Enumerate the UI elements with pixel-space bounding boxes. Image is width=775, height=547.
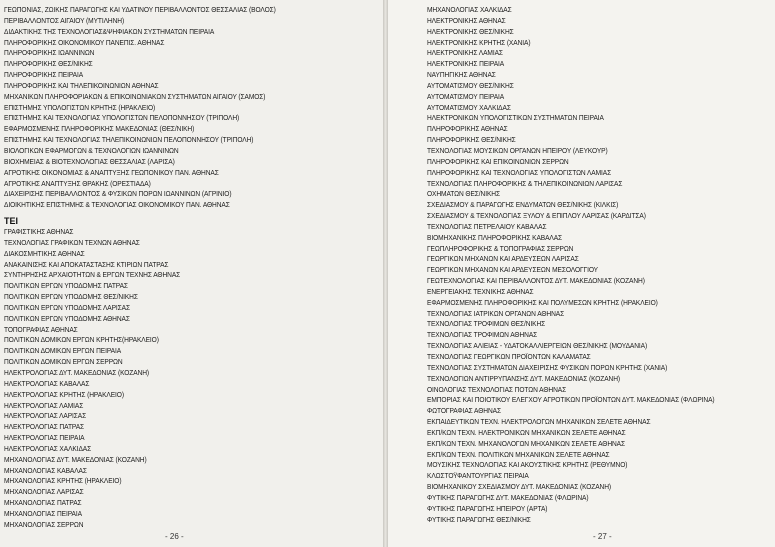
list-item: ΗΛΕΚΤΡΟΝΙΚΗΣ ΚΡΗΤΗΣ (ΧΑΝΙΑ) — [427, 37, 531, 47]
list-item: ΠΕΡΙΒΑΛΛΟΝΤΟΣ ΑΙΓΑΙΟΥ (ΜΥΤΙΛΗΝΗ) — [4, 15, 125, 25]
list-item: ΦΥΤΙΚΗΣ ΠΑΡΑΓΩΓΗΣ ΘΕΣ/ΝΙΚΗΣ — [427, 514, 531, 524]
list-item: ΗΛΕΚΤΡΟΛΟΓΙΑΣ ΠΑΤΡΑΣ — [4, 422, 85, 432]
list-item: ΜΗΧΑΝΟΛΟΓΙΑΣ ΣΕΡΡΩΝ — [4, 519, 84, 529]
list-item: ΦΥΤΙΚΗΣ ΠΑΡΑΓΩΓΗΣ ΗΠΕΙΡΟΥ (ΑΡΤΑ) — [427, 503, 548, 513]
list-item: ΕΚΠ/ΚΩΝ ΤΕΧΝ. ΠΟΛΙΤΙΚΩΝ ΜΗΧΑΝΙΚΩΝ ΣΕΛΕΤΕ ΑΘΗΝΑΣ — [427, 449, 610, 459]
list-item: ΤΕΧΝΟΛΟΓΙΑΣ ΜΟΥΣΙΚΩΝ ΟΡΓΑΝΩΝ ΗΠΕΙΡΟΥ (ΛΕΥΚΟΥΡ) — [427, 145, 608, 155]
list-item: ΜΗΧΑΝΟΛΟΓΙΑΣ ΚΡΗΤΗΣ (ΗΡΑΚΛΕΙΟ) — [4, 476, 122, 486]
list-item: ΤΕΧΝΟΛΟΓΙΑΣ ΤΡΟΦΙΜΩΝ ΘΕΣ/ΝΙΚΗΣ — [427, 319, 546, 329]
list-item: ΠΛΗΡΟΦΟΡΙΚΗΣ ΑΘΗΝΑΣ — [427, 124, 508, 134]
list-item: ΒΙΟΜΗΧΑΝΙΚΟΥ ΣΧΕΔΙΑΣΜΟΥ ΔΥΤ. ΜΑΚΕΔΟΝΙΑΣ (ΚΟΖΑΝΗ) — [427, 482, 612, 492]
page-number-left: - 26 - — [165, 532, 184, 541]
list-item: ΜΗΧΑΝΟΛΟΓΙΑΣ ΧΑΛΚΙΔΑΣ — [427, 5, 512, 14]
list-item: ΤΕΧΝΟΛΟΓΙΑΣ ΠΛΗΡΟΦΟΡΙΚΗΣ & ΤΗΛΕΠΙΚΟΙΝΩΝΙΩΝ ΛΑΡΙΣΑΣ — [427, 178, 623, 188]
right-page-column — [427, 5, 767, 526]
list-item: ΑΓΡΟΤΙΚΗΣ ΑΝΑΠΤΥΞΗΣ ΘΡΑΚΗΣ (ΟΡΕΣΤΙΑΔΑ) — [4, 178, 151, 188]
section-heading-tei: ΤΕΙ — [4, 216, 19, 227]
list-item: ΣΧΕΔΙΑΣΜΟΥ & ΤΕΧΝΟΛΟΓΙΑΣ ΞΥΛΟΥ & ΕΠΙΠΛΟΥ ΛΑΡΙΣΑΣ (ΚΑΡΔΙΤΣΑ) — [427, 211, 646, 221]
list-item: ΠΛΗΡΟΦΟΡΙΚΗΣ ΘΕΣ/ΝΙΚΗΣ — [427, 135, 516, 145]
list-item: ΦΥΤΙΚΗΣ ΠΑΡΑΓΩΓΗΣ ΔΥΤ. ΜΑΚΕΔΟΝΙΑΣ (ΦΛΩΡΙΝΑ) — [427, 492, 589, 502]
list-item: ΟΙΝΟΛΟΓΙΑΣ ΤΕΧΝΟΛΟΓΙΑΣ ΠΟΤΩΝ ΑΘΗΝΑΣ — [427, 384, 567, 394]
list-item: ΤΕΧΝΟΛΟΓΙΑΣ ΑΛΙΕΙΑΣ - ΥΔΑΤΟΚΑΛΛΙΕΡΓΕΙΩΝ ΘΕΣ/ΝΙΚΗΣ (ΜΟΥΔΑΝΙΑ) — [427, 341, 648, 351]
list-item: ΤΟΠΟΓΡΑΦΙΑΣ ΑΘΗΝΑΣ — [4, 324, 78, 334]
list-item: ΗΛΕΚΤΡΟΛΟΓΙΑΣ ΚΑΒΑΛΑΣ — [4, 378, 90, 388]
list-item: ΔΙΟΙΚΗΤΙΚΗΣ ΕΠΙΣΤΗΜΗΣ & ΤΕΧΝΟΛΟΓΙΑΣ ΟΙΚΟΝΟΜΙΚΟΥ ΠΑΝ. ΑΘΗΝΑΣ — [4, 200, 230, 210]
right-page — [388, 0, 775, 547]
list-item: ΜΟΥΣΙΚΗΣ ΤΕΧΝΟΛΟΓΙΑΣ ΚΑΙ ΑΚΟΥΣΤΙΚΗΣ ΚΡΗΤΗΣ (ΡΕΘΥΜΝΟ) — [427, 460, 628, 470]
list-item: ΜΗΧΑΝΟΛΟΓΙΑΣ ΚΑΒΑΛΑΣ — [4, 465, 87, 475]
list-item: ΕΠΙΣΤΗΜΗΣ ΚΑΙ ΤΕΧΝΟΛΟΓΙΑΣ ΥΠΟΛΟΓΙΣΤΩΝ ΠΕΛΟΠΟΝΝΗΣΟΥ (ΤΡΙΠΟΛΗ) — [4, 113, 240, 123]
list-item: ΗΛΕΚΤΡΟΝΙΚΗΣ ΑΘΗΝΑΣ — [427, 15, 506, 25]
list-item: ΤΕΧΝΟΛΟΓΙΩΝ ΑΝΤΙΡΡΥΠΑΝΣΗΣ ΔΥΤ. ΜΑΚΕΔΟΝΙΑΣ (ΚΟΖΑΝΗ) — [427, 373, 621, 383]
list-item: ΤΕΧΝΟΛΟΓΙΑΣ ΓΡΑΦΙΚΩΝ ΤΕΧΝΩΝ ΑΘΗΝΑΣ — [4, 237, 140, 247]
list-item: ΗΛΕΚΤΡΟΛΟΓΙΑΣ ΧΑΛΚΙΔΑΣ — [4, 443, 92, 453]
list-item: ΕΦΑΡΜΟΣΜΕΝΗΣ ΠΛΗΡΟΦΟΡΙΚΗΣ ΚΑΙ ΠΟΛΥΜΕΣΩΝ ΚΡΗΤΗΣ (ΗΡΑΚΛΕΙΟ) — [427, 297, 658, 307]
list-item: ΗΛΕΚΤΡΟΝΙΚΗΣ ΠΕΙΡΑΙΑ — [427, 59, 505, 69]
list-item: ΒΙΟΜΗΧΑΝΙΚΗΣ ΠΛΗΡΟΦΟΡΙΚΗΣ ΚΑΒΑΛΑΣ — [427, 232, 563, 242]
list-item: ΗΛΕΚΤΡΟΛΟΓΙΑΣ ΛΑΜΙΑΣ — [4, 400, 84, 410]
list-item: ΕΚΠ/ΚΩΝ ΤΕΧΝ. ΗΛΕΚΤΡΟΝΙΚΩΝ ΜΗΧΑΝΙΚΩΝ ΣΕΛΕΤΕ ΑΘΗΝΑΣ — [427, 427, 626, 437]
page-number-right: - 27 - — [593, 532, 612, 541]
list-item: ΗΛΕΚΤΡΟΝΙΚΩΝ ΥΠΟΛΟΓΙΣΤΙΚΩΝ ΣΥΣΤΗΜΑΤΩΝ ΠΕΙΡΑΙΑ — [427, 113, 604, 123]
left-page — [0, 0, 383, 547]
list-item: ΤΕΧΝΟΛΟΓΙΑΣ ΤΡΟΦΙΜΩΝ ΑΘΗΝΑΣ — [427, 330, 538, 340]
list-item: ΕΝΕΡΓΕΙΑΚΗΣ ΤΕΧΝΙΚΗΣ ΑΘΗΝΑΣ — [427, 286, 534, 296]
list-item: ΠΛΗΡΟΦΟΡΙΚΗΣ ΚΑΙ ΤΕΧΝΟΛΟΓΙΑΣ ΥΠΟΛΟΓΙΣΤΩΝ ΛΑΜΙΑΣ — [427, 167, 612, 177]
list-item: ΠΛΗΡΟΦΟΡΙΚΗΣ ΙΩΑΝΝΙΝΩΝ — [4, 48, 95, 58]
list-item: ΠΛΗΡΟΦΟΡΙΚΗΣ ΚΑΙ ΤΗΛΕΠΙΚΟΙΝΩΝΙΩΝ ΑΘΗΝΑΣ — [4, 80, 159, 90]
list-item: ΗΛΕΚΤΡΟΛΟΓΙΑΣ ΛΑΡΙΣΑΣ — [4, 411, 87, 421]
list-item: ΠΛΗΡΟΦΟΡΙΚΗΣ ΚΑΙ ΕΠΙΚΟΙΝΩΝΙΩΝ ΣΕΡΡΩΝ — [427, 156, 569, 166]
list-item: ΤΕΧΝΟΛΟΓΙΑΣ ΣΥΣΤΗΜΑΤΩΝ ΔΙΑΧΕΙΡΙΣΗΣ ΦΥΣΙΚΩΝ ΠΟΡΩΝ ΚΡΗΤΗΣ (ΧΑΝΙΑ) — [427, 362, 668, 372]
list-item: ΟΧΗΜΑΤΩΝ ΘΕΣ/ΝΙΚΗΣ — [427, 189, 500, 199]
list-item: ΑΥΤΟΜΑΤΙΣΜΟΥ ΧΑΛΚΙΔΑΣ — [427, 102, 511, 112]
list-item: ΠΟΛΙΤΙΚΩΝ ΔΟΜΙΚΩΝ ΕΡΓΩΝ ΣΕΡΡΩΝ — [4, 357, 123, 367]
list-item: ΕΚΠΑΙΔΕΥΤΙΚΩΝ ΤΕΧΝ. ΗΛΕΚΤΡΟΛΟΓΩΝ ΜΗΧΑΝΙΚΩΝ ΣΕΛΕΤΕ ΑΘΗΝΑΣ — [427, 417, 651, 427]
list-item: ΣΧΕΔΙΑΣΜΟΥ & ΠΑΡΑΓΩΓΗΣ ΕΝΔΥΜΑΤΩΝ ΘΕΣ/ΝΙΚΗΣ (ΚΙΛΚΙΣ) — [427, 200, 619, 210]
list-item: ΤΕΧΝΟΛΟΓΙΑΣ ΓΕΩΡΓΙΚΩΝ ΠΡΟΪΟΝΤΩΝ ΚΑΛΑΜΑΤΑΣ — [427, 352, 591, 361]
list-item: ΑΥΤΟΜΑΤΙΣΜΟΥ ΘΕΣ/ΝΙΚΗΣ — [427, 80, 514, 90]
list-item: ΕΠΙΣΤΗΜΗΣ ΥΠΟΛΟΓΙΣΤΩΝ ΚΡΗΤΗΣ (ΗΡΑΚΛΕΙΟ) — [4, 102, 156, 112]
list-item: ΑΥΤΟΜΑΤΙΣΜΟΥ ΠΕΙΡΑΙΑ — [427, 91, 505, 101]
list-item: ΓΕΩΠΟΝΙΑΣ, ΖΩΙΚΗΣ ΠΑΡΑΓΩΓΗΣ ΚΑΙ ΥΔΑΤΙΝΟΥ ΠΕΡΙΒΑΛΛΟΝΤΟΣ ΘΕΣΣΑΛΙΑΣ (ΒΟΛΟΣ) — [4, 5, 276, 14]
list-item: ΓΕΩΠΛΗΡΟΦΟΡΙΚΗΣ & ΤΟΠΟΓΡΑΦΙΑΣ ΣΕΡΡΩΝ — [427, 243, 574, 253]
list-item: ΠΟΛΙΤΙΚΩΝ ΔΟΜΙΚΩΝ ΕΡΓΩΝ ΠΕΙΡΑΙΑ — [4, 346, 122, 356]
list-item: ΗΛΕΚΤΡΟΝΙΚΗΣ ΘΕΣ/ΝΙΚΗΣ — [427, 26, 514, 36]
list-item: ΣΥΝΤΗΡΗΣΗΣ ΑΡΧΑΙΟΤΗΤΩΝ & ΕΡΓΩΝ ΤΕΧΝΗΣ ΑΘΗΝΑΣ — [4, 270, 181, 280]
list-item: ΒΙΟΛΟΓΙΚΩΝ ΕΦΑΡΜΟΓΩΝ & ΤΕΧΝΟΛΟΓΙΩΝ ΙΩΑΝΝΙΝΩΝ — [4, 145, 179, 155]
list-item: ΗΛΕΚΤΡΟΝΙΚΗΣ ΛΑΜΙΑΣ — [427, 48, 503, 58]
list-item: ΓΕΩΤΕΧΝΟΛΟΓΙΑΣ ΚΑΙ ΠΕΡΙΒΑΛΛΟΝΤΟΣ ΔΥΤ. ΜΑΚΕΔΟΝΙΑΣ (ΚΟΖΑΝΗ) — [427, 276, 645, 286]
list-item: ΑΓΡΟΤΙΚΗΣ ΟΙΚΟΝΟΜΙΑΣ & ΑΝΑΠΤΥΞΗΣ ΓΕΩΠΟΝΙΚΟΥ ΠΑΝ. ΑΘΗΝΑΣ — [4, 167, 219, 177]
list-item: ΜΗΧΑΝΟΛΟΓΙΑΣ ΠΕΙΡΑΙΑ — [4, 508, 82, 518]
left-page-column — [4, 5, 364, 531]
list-item: ΠΟΛΙΤΙΚΩΝ ΔΟΜΙΚΩΝ ΕΡΓΩΝ ΚΡΗΤΗΣ(ΗΡΑΚΛΕΙΟ) — [4, 335, 159, 345]
list-item: ΠΛΗΡΟΦΟΡΙΚΗΣ ΟΙΚΟΝΟΜΙΚΟΥ ΠΑΝΕΠΙΣ. ΑΘΗΝΑΣ — [4, 37, 165, 47]
list-item: ΗΛΕΚΤΡΟΛΟΓΙΑΣ ΚΡΗΤΗΣ (ΗΡΑΚΛΕΙΟ) — [4, 389, 124, 399]
list-item: ΠΛΗΡΟΦΟΡΙΚΗΣ ΠΕΙΡΑΙΑ — [4, 70, 84, 80]
list-item: ΜΗΧΑΝΟΛΟΓΙΑΣ ΠΑΤΡΑΣ — [4, 498, 82, 508]
list-item: ΠΛΗΡΟΦΟΡΙΚΗΣ ΘΕΣ/ΝΙΚΗΣ — [4, 59, 93, 69]
list-item: ΜΗΧΑΝΙΚΩΝ ΠΛΗΡΟΦΟΡΙΑΚΩΝ & ΕΠΙΚΟΙΝΩΝΙΑΚΩΝ ΣΥΣΤΗΜΑΤΩΝ ΑΙΓΑΙΟΥ (ΣΑΜΟΣ) — [4, 91, 266, 101]
list-item: ΔΙΔΑΚΤΙΚΗΣ ΤΗΣ ΤΕΧΝΟΛΟΓΙΑΣ&ΨΗΦΙΑΚΩΝ ΣΥΣΤΗΜΑΤΩΝ ΠΕΙΡΑΙΑ — [4, 26, 215, 36]
list-item: ΗΛΕΚΤΡΟΛΟΓΙΑΣ ΠΕΙΡΑΙΑ — [4, 433, 85, 443]
list-item: ΗΛΕΚΤΡΟΛΟΓΙΑΣ ΔΥΤ. ΜΑΚΕΔΟΝΙΑΣ (ΚΟΖΑΝΗ) — [4, 368, 150, 377]
list-item: ΤΕΧΝΟΛΟΓΙΑΣ ΙΑΤΡΙΚΩΝ ΟΡΓΑΝΩΝ ΑΘΗΝΑΣ — [427, 308, 565, 318]
list-item: ΑΝΑΚΑΙΝΙΣΗΣ ΚΑΙ ΑΠΟΚΑΤΑΣΤΑΣΗΣ ΚΤΙΡΙΩΝ ΠΑΤΡΑΣ — [4, 259, 169, 269]
list-item: ΕΦΑΡΜΟΣΜΕΝΗΣ ΠΛΗΡΟΦΟΡΙΚΗΣ ΜΑΚΕΔΟΝΙΑΣ (ΘΕΣ/ΝΙΚΗ) — [4, 124, 195, 134]
list-item: ΔΙΑΧΕΙΡΙΣΗΣ ΠΕΡΙΒΑΛΛΟΝΤΟΣ & ΦΥΣΙΚΩΝ ΠΟΡΩΝ ΙΩΑΝΝΙΝΩΝ (ΑΓΡΙΝΙΟ) — [4, 189, 232, 199]
list-item: ΓΕΩΡΓΙΚΩΝ ΜΗΧΑΝΩΝ ΚΑΙ ΑΡΔΕΥΣΕΩΝ ΜΕΣΟΛΟΓΓΙΟΥ — [427, 265, 599, 275]
list-item: ΕΠΙΣΤΗΜΗΣ ΚΑΙ ΤΕΧΝΟΛΟΓΙΑΣ ΤΗΛΕΠΙΚΟΙΝΩΝΙΩΝ ΠΕΛΟΠΟΝΝΗΣΟΥ (ΤΡΙΠΟΛΗ) — [4, 135, 254, 145]
list-item: ΕΜΠΟΡΙΑΣ ΚΑΙ ΠΟΙΟΤΙΚΟΥ ΕΛΕΓΧΟΥ ΑΓΡΟΤΙΚΩΝ ΠΡΟΪΟΝΤΩΝ ΔΥΤ. ΜΑΚΕΔΟΝΙΑΣ (ΦΛΩΡΙΝΑ) — [427, 395, 715, 405]
list-item: ΠΟΛΙΤΙΚΩΝ ΕΡΓΩΝ ΥΠΟΔΟΜΗΣ ΑΘΗΝΑΣ — [4, 313, 130, 323]
list-item: ΠΟΛΙΤΙΚΩΝ ΕΡΓΩΝ ΥΠΟΔΟΜΗΣ ΠΑΤΡΑΣ — [4, 281, 128, 291]
list-item: ΠΟΛΙΤΙΚΩΝ ΕΡΓΩΝ ΥΠΟΔΟΜΗΣ ΛΑΡΙΣΑΣ — [4, 302, 130, 312]
list-item: ΚΛΩΣΤΟΫΦΑΝΤΟΥΡΓΙΑΣ ΠΕΙΡΑΙΑ — [427, 471, 529, 481]
list-item: ΦΩΤΟΓΡΑΦΙΑΣ ΑΘΗΝΑΣ — [427, 406, 501, 416]
list-item: ΓΕΩΡΓΙΚΩΝ ΜΗΧΑΝΩΝ ΚΑΙ ΑΡΔΕΥΣΕΩΝ ΛΑΡΙΣΑΣ — [427, 254, 579, 264]
list-item: ΒΙΟΧΗΜΕΙΑΣ & ΒΙΟΤΕΧΝΟΛΟΓΙΑΣ ΘΕΣΣΑΛΙΑΣ (ΛΑΡΙΣΑ) — [4, 156, 175, 166]
list-item: ΜΗΧΑΝΟΛΟΓΙΑΣ ΛΑΡΙΣΑΣ — [4, 487, 84, 497]
list-item: ΔΙΑΚΟΣΜΗΤΙΚΗΣ ΑΘΗΝΑΣ — [4, 248, 85, 258]
list-item: ΝΑΥΠΗΓΙΚΗΣ ΑΘΗΝΑΣ — [427, 70, 496, 80]
list-item: ΤΕΧΝΟΛΟΓΙΑΣ ΠΕΤΡΕΛΑΙΟΥ ΚΑΒΑΛΑΣ — [427, 221, 547, 231]
list-item: ΓΡΑΦΙΣΤΙΚΗΣ ΑΘΗΝΑΣ — [4, 227, 74, 237]
list-item: ΜΗΧΑΝΟΛΟΓΙΑΣ ΔΥΤ. ΜΑΚΕΔΟΝΙΑΣ (ΚΟΖΑΝΗ) — [4, 454, 147, 464]
list-item: ΕΚΠ/ΚΩΝ ΤΕΧΝ. ΜΗΧΑΝΟΛΟΓΩΝ ΜΗΧΑΝΙΚΩΝ ΣΕΛΕΤΕ ΑΘΗΝΑΣ — [427, 438, 626, 448]
list-item: ΠΟΛΙΤΙΚΩΝ ΕΡΓΩΝ ΥΠΟΔΟΜΗΣ ΘΕΣ/ΝΙΚΗΣ — [4, 292, 138, 302]
